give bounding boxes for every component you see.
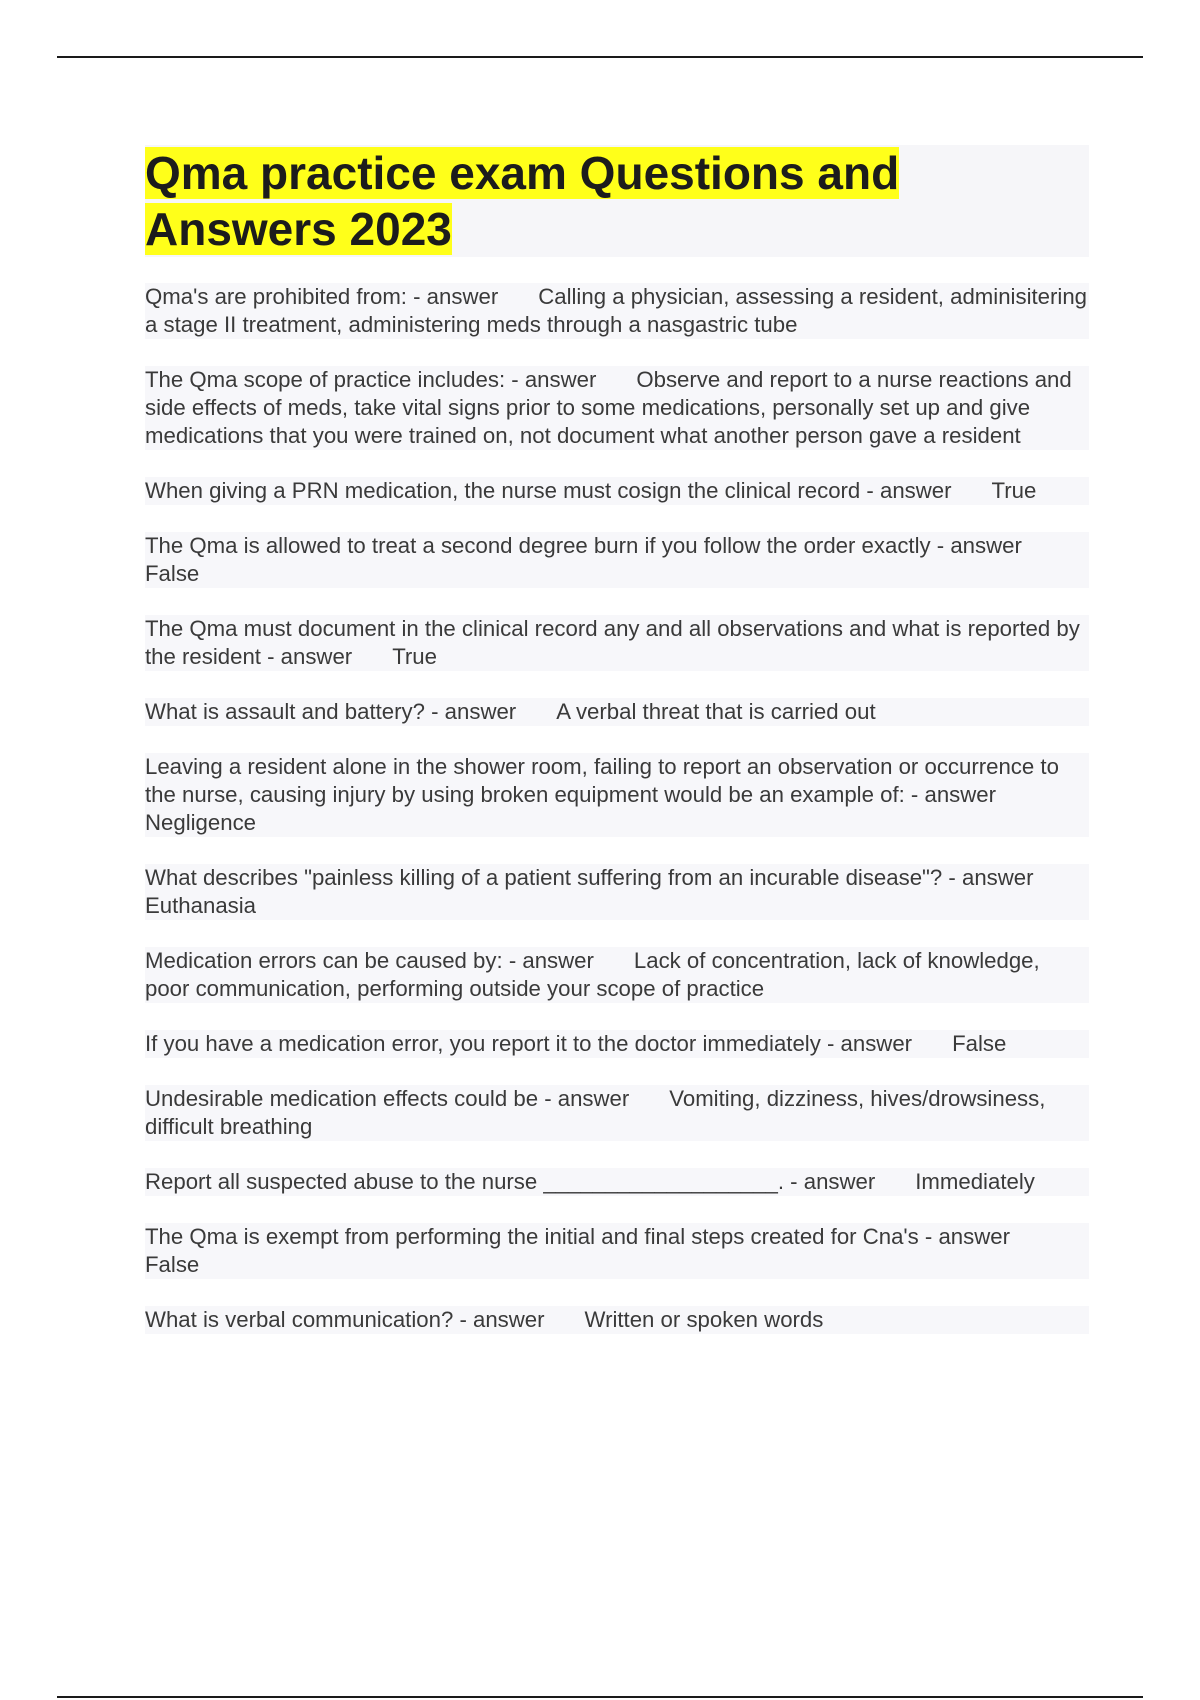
- question-text: Undesirable medication effects could be - answer: [145, 1086, 630, 1111]
- question-text: The Qma scope of practice includes: - answer: [145, 367, 597, 392]
- qa-item: [145, 864, 1089, 920]
- answer-text: False: [145, 561, 200, 586]
- answer-text: True: [392, 644, 437, 669]
- question-text: When giving a PRN medication, the nurse must cosign the clinical record - answer: [145, 478, 952, 503]
- answer-text: Observe and report to a nurse reactions and side effects of meds, take vital signs prior to some medications, personally set up and give medications that you were trained on, not document what another person gave a resident: [145, 367, 1072, 448]
- title-highlight: Qma practice exam Questions and Answers 2023: [145, 147, 900, 255]
- question-text: What is assault and battery? - answer: [145, 699, 517, 724]
- answer-text: True: [991, 478, 1037, 503]
- qa-item: [145, 532, 1089, 588]
- answer-text: False: [145, 1252, 200, 1277]
- qa-item: [145, 283, 1089, 339]
- answer-text: Negligence: [145, 810, 257, 835]
- answer-text: Calling a physician, assessing a resident, adminisitering a stage II treatment, administering meds through a nasgastric tube: [145, 284, 1088, 337]
- answer-text: Immediately: [915, 1169, 1035, 1194]
- qa-item: [145, 366, 1089, 450]
- question-text: What describes "painless killing of a patient suffering from an incurable disease"? - answer: [145, 865, 1034, 890]
- qa-item: [145, 1085, 1089, 1141]
- qa-item: [145, 477, 1089, 505]
- qa-item: [145, 1223, 1089, 1279]
- qa-item: [145, 615, 1089, 671]
- top-rule: [57, 56, 1143, 58]
- qa-item: [145, 1030, 1089, 1058]
- qa-item: [145, 1168, 1089, 1196]
- answer-text: False: [952, 1031, 1007, 1056]
- bottom-rule: [57, 1696, 1143, 1698]
- question-text: What is verbal communication? - answer: [145, 1307, 545, 1332]
- qa-item: [145, 698, 1089, 726]
- answer-text: Euthanasia: [145, 893, 257, 918]
- question-text: If you have a medication error, you report it to the doctor immediately - answer: [145, 1031, 913, 1056]
- question-text: The Qma is exempt from performing the initial and final steps created for Cna's - answer: [145, 1224, 1010, 1249]
- qa-item: [145, 753, 1089, 837]
- answer-text: Lack of concentration, lack of knowledge, poor communication, performing outside your scope of practice: [145, 948, 1040, 1001]
- question-text: Report all suspected abuse to the nurse ___________________. - answer: [145, 1169, 876, 1194]
- page-title: [145, 145, 1089, 257]
- qa-item: [145, 947, 1089, 1003]
- question-text: The Qma must document in the clinical record any and all observations and what is reported by the resident - answer: [145, 616, 1080, 669]
- question-text: Medication errors can be caused by: - answer: [145, 948, 594, 973]
- question-text: Qma's are prohibited from: - answer: [145, 284, 499, 309]
- qa-item: [145, 1306, 1089, 1334]
- answer-text: Written or spoken words: [584, 1307, 824, 1332]
- question-text: Leaving a resident alone in the shower room, failing to report an observation or occurrence to the nurse, causing injury by using broken equipment would be an example of: - answer: [145, 754, 1059, 807]
- question-text: The Qma is allowed to treat a second degree burn if you follow the order exactly - answer: [145, 533, 1022, 558]
- document-body: [145, 145, 1089, 1361]
- answer-text: A verbal threat that is carried out: [556, 699, 876, 724]
- title-block: [145, 145, 1089, 257]
- answer-text: Vomiting, dizziness, hives/drowsiness, difficult breathing: [145, 1086, 1046, 1139]
